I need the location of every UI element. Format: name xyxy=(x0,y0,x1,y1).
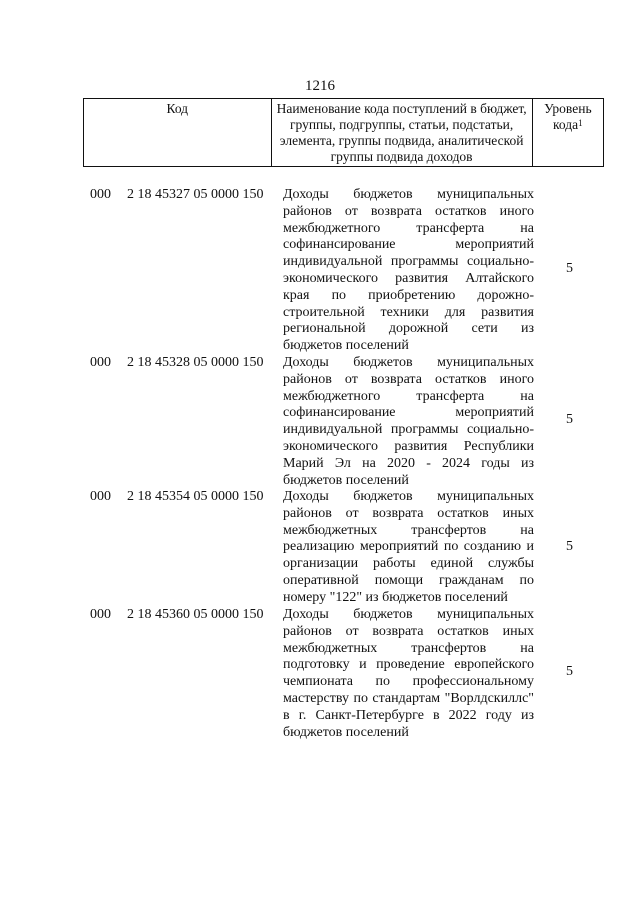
revenue-code: 2 18 45328 05 0000 150 xyxy=(127,355,264,370)
header-name: Наименование кода поступлений в бюджет, группы, подгруппы, статьи, подстатьи, элемента, группы подвида, аналитической группы подвида доходов xyxy=(271,99,532,167)
revenue-code: 2 18 45360 05 0000 150 xyxy=(127,607,264,622)
admin-code: 000 xyxy=(90,187,111,202)
page-number: 1216 xyxy=(305,78,335,94)
header-code: Код xyxy=(84,99,272,167)
header-level-label: Уровень кода xyxy=(544,101,592,132)
admin-code: 000 xyxy=(90,355,111,370)
revenue-code: 2 18 45354 05 0000 150 xyxy=(127,489,264,504)
revenue-description: Доходы бюджетов муниципальных районов от возврата остатков иного межбюджетного трансферта на софинансирование мероприятий индивидуальной программы социально-экономического развития Алтайского края по приобретению дорожно-строительной техники для развития региональной дорожной сети из бюджетов поселений xyxy=(283,187,534,354)
revenue-description: Доходы бюджетов муниципальных районов от возврата остатков иных межбюджетных трансфертов на реализацию мероприятий по созданию и организации работы единой службы оперативной помощи гражданам по номеру "122" из бюджетов поселений xyxy=(283,489,534,605)
code-level: 5 xyxy=(566,664,573,679)
code-level: 5 xyxy=(566,261,573,276)
revenue-code: 2 18 45327 05 0000 150 xyxy=(127,187,264,202)
admin-code: 000 xyxy=(90,489,111,504)
admin-code: 000 xyxy=(90,607,111,622)
code-level: 5 xyxy=(566,539,573,554)
header-level-footnote: 1 xyxy=(578,118,583,128)
column-header-table xyxy=(83,98,604,167)
code-level: 5 xyxy=(566,412,573,427)
header-level xyxy=(532,99,603,167)
revenue-description: Доходы бюджетов муниципальных районов от возврата остатков иных межбюджетных трансфертов на подготовку и проведение европейского чемпионата по профессиональному мастерству по стандартам "Ворлдскиллс" в г. Санкт-Петербурге в 2022 году из бюджетов поселений xyxy=(283,607,534,740)
revenue-description: Доходы бюджетов муниципальных районов от возврата остатков иного межбюджетного трансферта на софинансирование мероприятий индивидуальной программы социально-экономического развития Республики Марий Эл на 2020 - 2024 годы из бюджетов поселений xyxy=(283,355,534,488)
